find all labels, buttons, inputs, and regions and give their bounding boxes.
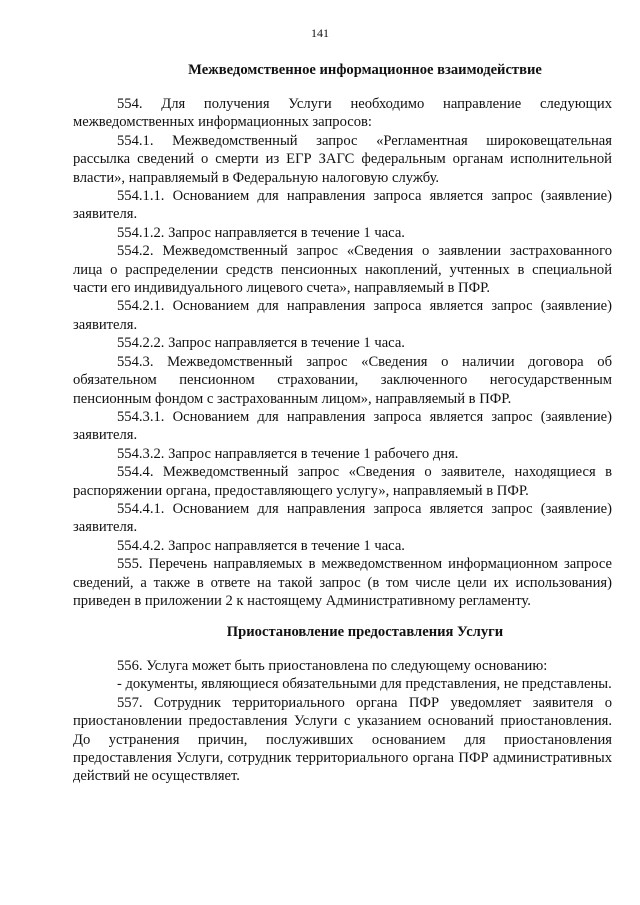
paragraph: 554.3.2. Запрос направляется в течение 1 рабочего дня.: [117, 445, 459, 462]
paragraph: 555. Перечень направляемых в межведомственном информационном запросе сведений, а также в ответе на такой запрос (в том числе цели их использования) приведен в приложении 2 к настоящему Административному регламенту.: [73, 556, 612, 609]
section-title-interagency: Межведомственное информационное взаимодействие: [188, 62, 542, 78]
paragraph: - документы, являющиеся обязательными для представления, не представлены.: [117, 676, 612, 693]
paragraph: 554.1. Межведомственный запрос «Регламентная широковещательная рассылка сведений о смерти из ЕГР ЗАГС федеральным органам исполнительной власти», направляемый в Федеральную налоговую службу.: [73, 132, 612, 186]
paragraph: 554.3.1. Основанием для направления запроса является запрос (заявление) заявителя.: [73, 408, 612, 444]
paragraph: 554.1.1. Основанием для направления запроса является запрос (заявление) заявителя.: [73, 188, 612, 223]
section-body-interagency: [73, 95, 612, 610]
section-body-suspension: [73, 657, 612, 786]
paragraph: 557. Сотрудник территориального органа ПФР уведомляет заявителя о приостановлении предоставления Услуги с указанием оснований приостановления. До устранения причин, послуживших основанием для приостановления предоставления Услуги, сотрудник территориального органа ПФР административных действий не осуществляет.: [73, 694, 612, 785]
section-title-suspension: Приостановление предоставления Услуги: [226, 624, 504, 640]
page-number: 141: [311, 26, 329, 40]
paragraph: 554.3. Межведомственный запрос «Сведения о наличии договора об обязательном пенсионном страховании, заключенного негосударственным пенсионным фондом с застрахованным лицом», направляемый в ПФР.: [73, 353, 612, 407]
paragraph: 554.4.2. Запрос направляется в течение 1 часа.: [117, 537, 405, 554]
paragraph: 554.4. Межведомственный запрос «Сведения о заявителе, находящиеся в распоряжении органа, предоставляющего услугу», направляемый в ПФР.: [73, 464, 612, 499]
paragraph: 554.4.1. Основанием для направления запроса является запрос (заявление) заявителя.: [73, 500, 612, 536]
paragraph: 556. Услуга может быть приостановлена по следующему основанию:: [117, 658, 548, 674]
paragraph: 554.2.1. Основанием для направления запроса является запрос (заявление) заявителя.: [73, 298, 612, 333]
paragraph: 554. Для получения Услуги необходимо направление следующих межведомственных информационных запросов:: [73, 96, 612, 131]
paragraph: 554.2. Межведомственный запрос «Сведения о заявлении застрахованного лица о распределении средств пенсионных накоплений, учтенных в специальной части его индивидуального лицевого счета», направляемый в ПФР.: [73, 243, 612, 297]
paragraph: 554.1.2. Запрос направляется в течение 1 часа.: [117, 224, 405, 241]
paragraph: 554.2.2. Запрос направляется в течение 1 часа.: [117, 335, 405, 352]
